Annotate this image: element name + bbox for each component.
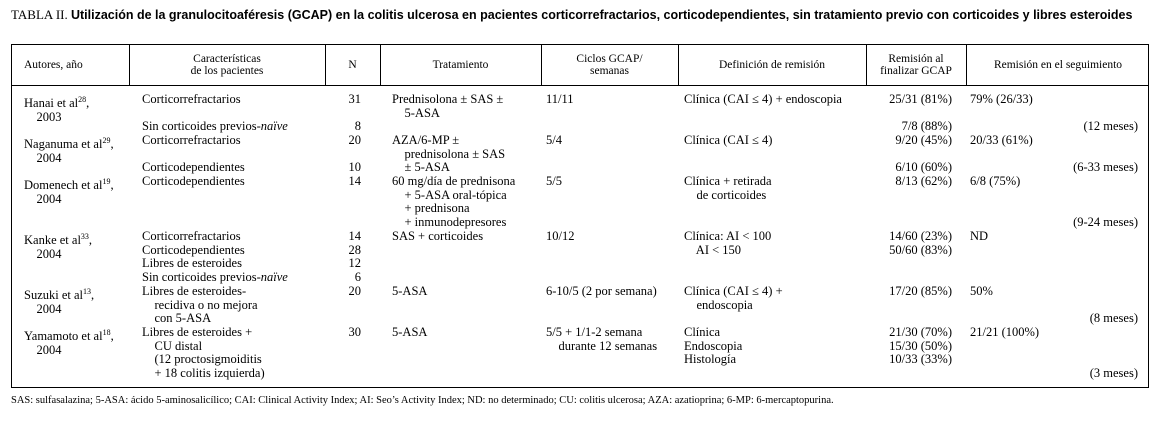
cell-characteristics: Libres de esteroides + CU distal (12 proctosigmoiditis + 18 colitis izquierda) bbox=[142, 325, 265, 380]
cell-treatment: AZA/6-MP ± prednisolona ± SAS ± 5-ASA bbox=[392, 133, 506, 174]
cell-follow-up: ND bbox=[970, 229, 989, 243]
cell-author: Domenech et $al^{19}$, 2004 bbox=[24, 177, 114, 206]
cell-cycles: 5/5 bbox=[546, 174, 562, 188]
data-table bbox=[11, 44, 1149, 388]
cell-characteristics: Libres de esteroides- recidiva o no mejora con 5-ASA bbox=[142, 284, 258, 325]
cell-remission-end: 17/20 (85%) bbox=[889, 284, 952, 298]
cell-n: 14 bbox=[348, 174, 361, 188]
cell-definition: Clínica: AI < 100 AI < 150 bbox=[684, 229, 772, 257]
cell-definition: Clínica Endoscopia Histología bbox=[684, 325, 743, 366]
cell-author: Naganuma et $al^{29}$, 2004 bbox=[24, 136, 114, 165]
cell-characteristics: Corticorrefractarios Corticodependientes Libres de esteroides Sin corticoides previos-naïve bbox=[142, 229, 288, 284]
cell-remission-end: 14/60 (23%) 50/60 (83%) bbox=[889, 229, 952, 257]
cell-treatment: Prednisolona ± SAS ± 5-ASA bbox=[392, 92, 504, 120]
cell-cycles: 5/4 bbox=[546, 133, 562, 147]
table-footnote: SAS: sulfasalazina; 5-ASA: ácido 5-aminosalicílico; CAI: Clinical Activity Index; AI: Seo’s Activity Index; ND: no determinado; CU: colitis ulcerosa; AZA: azatioprina; 6-MP: 6-mercaptopurina. bbox=[11, 395, 834, 406]
table-title-prefix: TABLA II. bbox=[11, 7, 68, 22]
cell-characteristics: Corticorrefractarios Corticodependientes bbox=[142, 133, 245, 174]
cell-definition: Clínica (CAI ≤ 4) + endoscopia bbox=[684, 92, 842, 106]
cell-n: 30 bbox=[348, 325, 361, 339]
table-title bbox=[11, 8, 1151, 22]
cell-n: 14 28 12 6 bbox=[348, 229, 361, 284]
cell-remission-end: 9/20 (45%) 6/10 (60%) bbox=[895, 133, 952, 174]
cell-author: Kanke et $al^{33}$, 2004 bbox=[24, 232, 93, 261]
cell-follow-up-period: (12 meses) bbox=[1083, 119, 1138, 133]
cell-follow-up-period: (9-24 meses) bbox=[1073, 214, 1138, 229]
cell-treatment: 5-ASA bbox=[392, 325, 428, 339]
cell-follow-up-period: (8 meses) bbox=[1089, 311, 1138, 325]
cell-n: 31 8 bbox=[348, 92, 361, 133]
cell-characteristics: Corticodependientes bbox=[142, 174, 245, 188]
table-title-text: Utilización de la granulocitoaféresis (GCAP) en la colitis ulcerosa en pacientes corticorrefractarios, corticodependientes, sin tratamiento previo con corticoides y libres esteroides bbox=[70, 8, 1133, 22]
cell-remission-end: 8/13 (62%) bbox=[895, 174, 952, 188]
cell-follow-up: 79% (26/33) bbox=[970, 92, 1033, 106]
cell-author: Suzuki et $al^{13}$, 2004 bbox=[24, 287, 95, 316]
cell-cycles: 6-10/5 (2 por semana) bbox=[546, 284, 657, 298]
cell-n: 20 10 bbox=[348, 133, 361, 174]
cell-follow-up: 20/33 (61%) bbox=[970, 133, 1033, 147]
cell-characteristics: Corticorrefractarios Sin corticoides previos-naïve bbox=[142, 92, 288, 133]
cell-definition: Clínica (CAI ≤ 4) bbox=[684, 133, 773, 147]
cell-definition: Clínica + retirada de corticoides bbox=[684, 174, 772, 202]
header-seguimiento: Remisión en el seguimiento bbox=[993, 59, 1123, 71]
cell-treatment: 60 mg/día de prednisona + 5-ASA oral-tópica + prednisona + inmunodepresores bbox=[392, 174, 516, 229]
cell-treatment: SAS + corticoides bbox=[392, 229, 484, 243]
cell-follow-up: 21/21 (100%) bbox=[970, 325, 1040, 339]
cell-treatment: 5-ASA bbox=[392, 284, 428, 298]
cell-remission-end: 25/31 (81%) 7/8 (88%) bbox=[889, 92, 952, 133]
header-rule bbox=[12, 85, 1148, 86]
cell-author: Hanai et $al^{28}$, 2003 bbox=[24, 95, 90, 124]
header-ciclos: Ciclos GCAP/ semanas bbox=[576, 53, 643, 77]
cell-cycles: 5/5 + 1/1-2 semana durante 12 semanas bbox=[546, 325, 658, 353]
header-autores: Autores, año bbox=[24, 59, 83, 71]
cell-author: Yamamoto et $al^{18}$, 2004 bbox=[24, 328, 114, 357]
cell-follow-up-period: (6-33 meses) bbox=[1073, 160, 1138, 174]
header-n: N bbox=[348, 59, 357, 71]
header-tratamiento: Tratamiento bbox=[432, 59, 489, 71]
cell-n: 20 bbox=[348, 284, 361, 298]
cell-cycles: 11/11 bbox=[546, 92, 574, 106]
header-remision-final: Remisión al finalizar GCAP bbox=[880, 53, 952, 77]
cell-follow-up-period: (3 meses) bbox=[1089, 365, 1138, 380]
cell-follow-up: 50% bbox=[970, 284, 993, 298]
cell-cycles: 10/12 bbox=[546, 229, 575, 243]
cell-follow-up: 6/8 (75%) bbox=[970, 174, 1021, 188]
header-definicion: Definición de remisión bbox=[718, 59, 826, 71]
cell-remission-end: 21/30 (70%) 15/30 (50%) 10/33 (33%) bbox=[889, 325, 952, 366]
header-caracteristicas: Características de los pacientes bbox=[190, 53, 264, 77]
cell-definition: Clínica (CAI ≤ 4) + endoscopia bbox=[684, 284, 783, 312]
